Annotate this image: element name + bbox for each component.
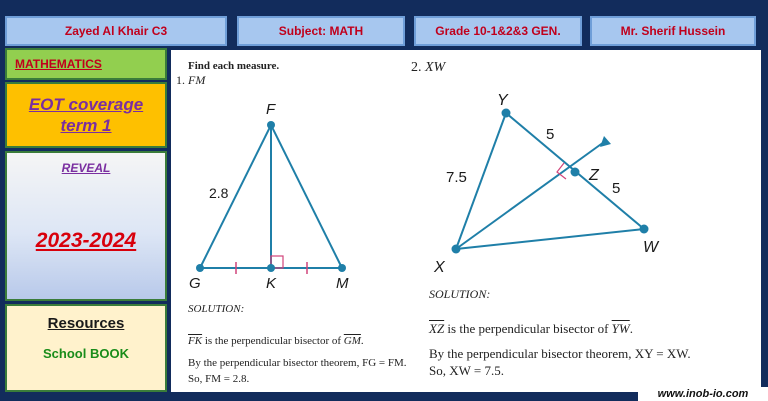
label-zw: 5 (612, 180, 621, 197)
eot-line1: EOT coverage (28, 95, 144, 114)
grade-header: Grade 10-1&2&3 GEN. (414, 16, 582, 46)
label-k: K (266, 275, 277, 292)
p1-solution-line3: So, FM = 2.8. (188, 373, 250, 385)
label-m: M (336, 275, 349, 292)
p1-line1-text: is the perpendicular bisector of (202, 335, 344, 347)
teacher-header: Mr. Sherif Hussein (590, 16, 756, 46)
worksheet-page (171, 50, 761, 392)
label-z: Z (589, 167, 599, 184)
school-header: Zayed Al Khair C3 (5, 16, 227, 46)
p1-segment-fk: $\overline{FK}$ (188, 335, 203, 347)
resources-box (5, 304, 167, 392)
p1-solution-line1 (188, 335, 364, 347)
academic-year: 2023-2024 (35, 229, 137, 252)
reveal-label: REVEAL (61, 161, 111, 175)
label-w: W (643, 239, 659, 256)
p1-solution-heading: SOLUTION: (188, 303, 245, 315)
eot-coverage-box (5, 82, 167, 148)
mathematics-label: MATHEMATICS (5, 48, 167, 80)
p2-solution-line2: By the perpendicular bisector theorem, XY = XW. (429, 346, 691, 361)
p2-solution-line3: So, XW = 7.5. (429, 363, 504, 378)
label-yz: 5 (546, 126, 555, 143)
reveal-box (5, 151, 167, 301)
label-x: X (434, 259, 445, 276)
p2-segment-yw: $\overline{YW}$ (611, 321, 630, 336)
resources-title: Resources (47, 315, 125, 332)
eot-line2: term 1 (60, 116, 112, 135)
p2-solution-line1 (429, 321, 633, 337)
label-xy: 7.5 (446, 169, 467, 186)
p1-segment-gm: $\overline{GM}$ (343, 335, 361, 347)
problem1-var: FM (188, 73, 206, 87)
p2-line1-end: . (629, 321, 633, 336)
p2-segment-xz: $\overline{XZ}$ (429, 321, 445, 336)
label-g: G (189, 275, 201, 292)
problem2-number: 2. (411, 60, 422, 75)
watermark: www.inob-io.com (638, 387, 768, 401)
p2-line1-text: is the perpendicular bisector of (444, 321, 612, 336)
instruction: Find each measure. (188, 60, 280, 72)
problem2-var: XW (425, 60, 446, 75)
ray-arrowhead (600, 136, 611, 147)
label-f: F (266, 101, 276, 118)
school-book-link[interactable]: School BOOK (43, 346, 129, 361)
p1-line1-end: . (360, 335, 364, 347)
label-y: Y (497, 92, 508, 109)
label-side-fg: 2.8 (209, 185, 229, 201)
p2-solution-heading: SOLUTION: (429, 287, 491, 301)
p1-solution-line2: By the perpendicular bisector theorem, FG = FM. (188, 357, 407, 369)
subject-header: Subject: MATH (237, 16, 405, 46)
problem1-number: 1. (176, 73, 185, 87)
